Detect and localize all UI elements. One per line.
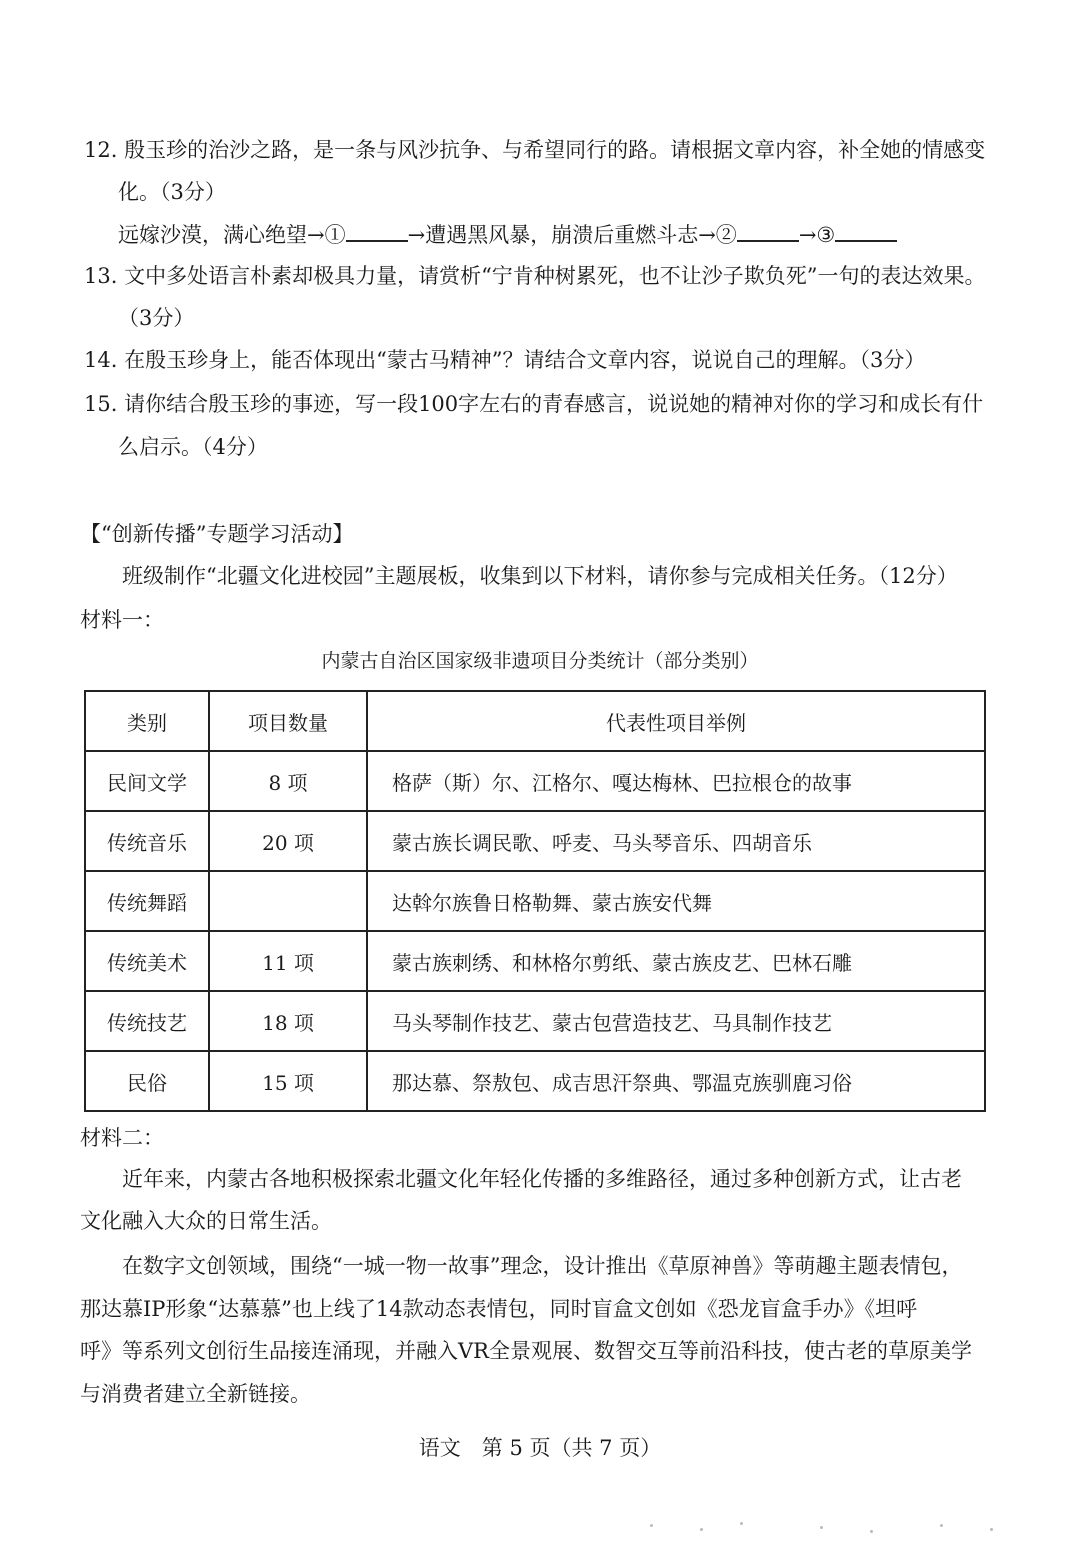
table-cell-count: 11 项 — [209, 931, 367, 991]
table-header-category: 类别 — [85, 691, 209, 751]
question-13-line1: 13. 文中多处语言朴素却极具力量，请赏析“宁肯种树累死，也不让沙子欺负死”一句的表达效果。 — [84, 264, 986, 288]
table-cell-category: 民俗 — [85, 1051, 209, 1111]
table-cell-count: 18 项 — [209, 991, 367, 1051]
table-row — [85, 751, 985, 811]
emotion-chain-start: 远嫁沙漠，满心绝望→① — [118, 223, 346, 247]
ich-table — [84, 690, 986, 1112]
table-cell-category: 传统舞蹈 — [85, 871, 209, 931]
table-cell-examples: 蒙古族长调民歌、呼麦、马头琴音乐、四胡音乐 — [367, 811, 985, 871]
material-2-paragraph-line: 那达慕IP形象“达慕慕”也上线了14款动态表情包，同时盲盒文创如《恐龙盲盒手办》《坦呼 — [80, 1297, 918, 1321]
table-row — [85, 871, 985, 931]
table-cell-count: 8 项 — [209, 751, 367, 811]
material-2-paragraph-line: 在数字文创领域，围绕“一城一物一故事”理念，设计推出《草原神兽》等萌趣主题表情包， — [122, 1254, 963, 1278]
table-cell-category: 传统音乐 — [85, 811, 209, 871]
activity-intro: 班级制作“北疆文化进校园”主题展板，收集到以下材料，请你参与完成相关任务。（12分） — [122, 564, 958, 588]
question-15-line1: 15. 请你结合殷玉珍的事迹，写一段100字左右的青春感言，说说她的精神对你的学习和成长有什 — [84, 392, 984, 416]
table-row — [85, 991, 985, 1051]
table-cell-examples: 那达慕、祭敖包、成吉思汗祭典、鄂温克族驯鹿习俗 — [367, 1051, 985, 1111]
table-cell-category: 传统技艺 — [85, 991, 209, 1051]
table-cell-category: 民间文学 — [85, 751, 209, 811]
table-cell-count-blank[interactable] — [209, 871, 367, 931]
scan-noise — [640, 1514, 1040, 1538]
table-cell-count: 15 项 — [209, 1051, 367, 1111]
table-row — [85, 811, 985, 871]
question-14: 14. 在殷玉珍身上，能否体现出“蒙古马精神”？请结合文章内容，说说自己的理解。（3分） — [84, 348, 926, 372]
question-12-line2: 化。（3分） — [118, 180, 226, 204]
table-title: 内蒙古自治区国家级非遗项目分类统计（部分类别） — [321, 650, 759, 672]
table-row — [85, 1051, 985, 1111]
question-12-line1: 12. 殷玉珍的治沙之路，是一条与风沙抗争、与希望同行的路。请根据文章内容，补全她的情感变 — [84, 138, 986, 162]
table-cell-examples: 马头琴制作技艺、蒙古包营造技艺、马具制作技艺 — [367, 991, 985, 1051]
table-header-count: 项目数量 — [209, 691, 367, 751]
emotion-chain-middle: →遭遇黑风暴，崩溃后重燃斗志→② — [407, 223, 737, 247]
question-15-line2: 么启示。（4分） — [118, 435, 268, 459]
emotion-chain — [118, 220, 897, 249]
question-13-line2: （3分） — [118, 306, 195, 330]
table-cell-category: 传统美术 — [85, 931, 209, 991]
material-2-paragraph-line: 近年来，内蒙古各地积极探索北疆文化年轻化传播的多维路径，通过多种创新方式，让古老 — [122, 1167, 962, 1191]
answer-blank-2[interactable] — [737, 220, 799, 242]
table-cell-examples: 蒙古族刺绣、和林格尔剪纸、蒙古族皮艺、巴林石雕 — [367, 931, 985, 991]
table-header-examples: 代表性项目举例 — [367, 691, 985, 751]
activity-heading: 【“创新传播”专题学习活动】 — [80, 522, 354, 546]
table-cell-examples: 格萨（斯）尔、江格尔、嘎达梅林、巴拉根仓的故事 — [367, 751, 985, 811]
material-2-paragraph-line: 文化融入大众的日常生活。 — [80, 1209, 332, 1233]
table-header-row — [85, 691, 985, 751]
answer-blank-3[interactable] — [835, 220, 897, 242]
emotion-chain-end: →③ — [798, 223, 836, 247]
page-footer: 语文 第 5 页（共 7 页） — [418, 1436, 662, 1460]
table-row — [85, 931, 985, 991]
material-2-paragraph-line: 与消费者建立全新链接。 — [80, 1382, 311, 1406]
material-1-label: 材料一： — [80, 608, 164, 632]
table-cell-count: 20 项 — [209, 811, 367, 871]
material-2-label: 材料二： — [80, 1126, 164, 1150]
material-2-paragraph-line: 呼》等系列文创衍生品接连涌现，并融入VR全景观展、数智交互等前沿科技，使古老的草原美学 — [80, 1339, 972, 1363]
table-cell-examples: 达斡尔族鲁日格勒舞、蒙古族安代舞 — [367, 871, 985, 931]
answer-blank-1[interactable] — [346, 220, 408, 242]
